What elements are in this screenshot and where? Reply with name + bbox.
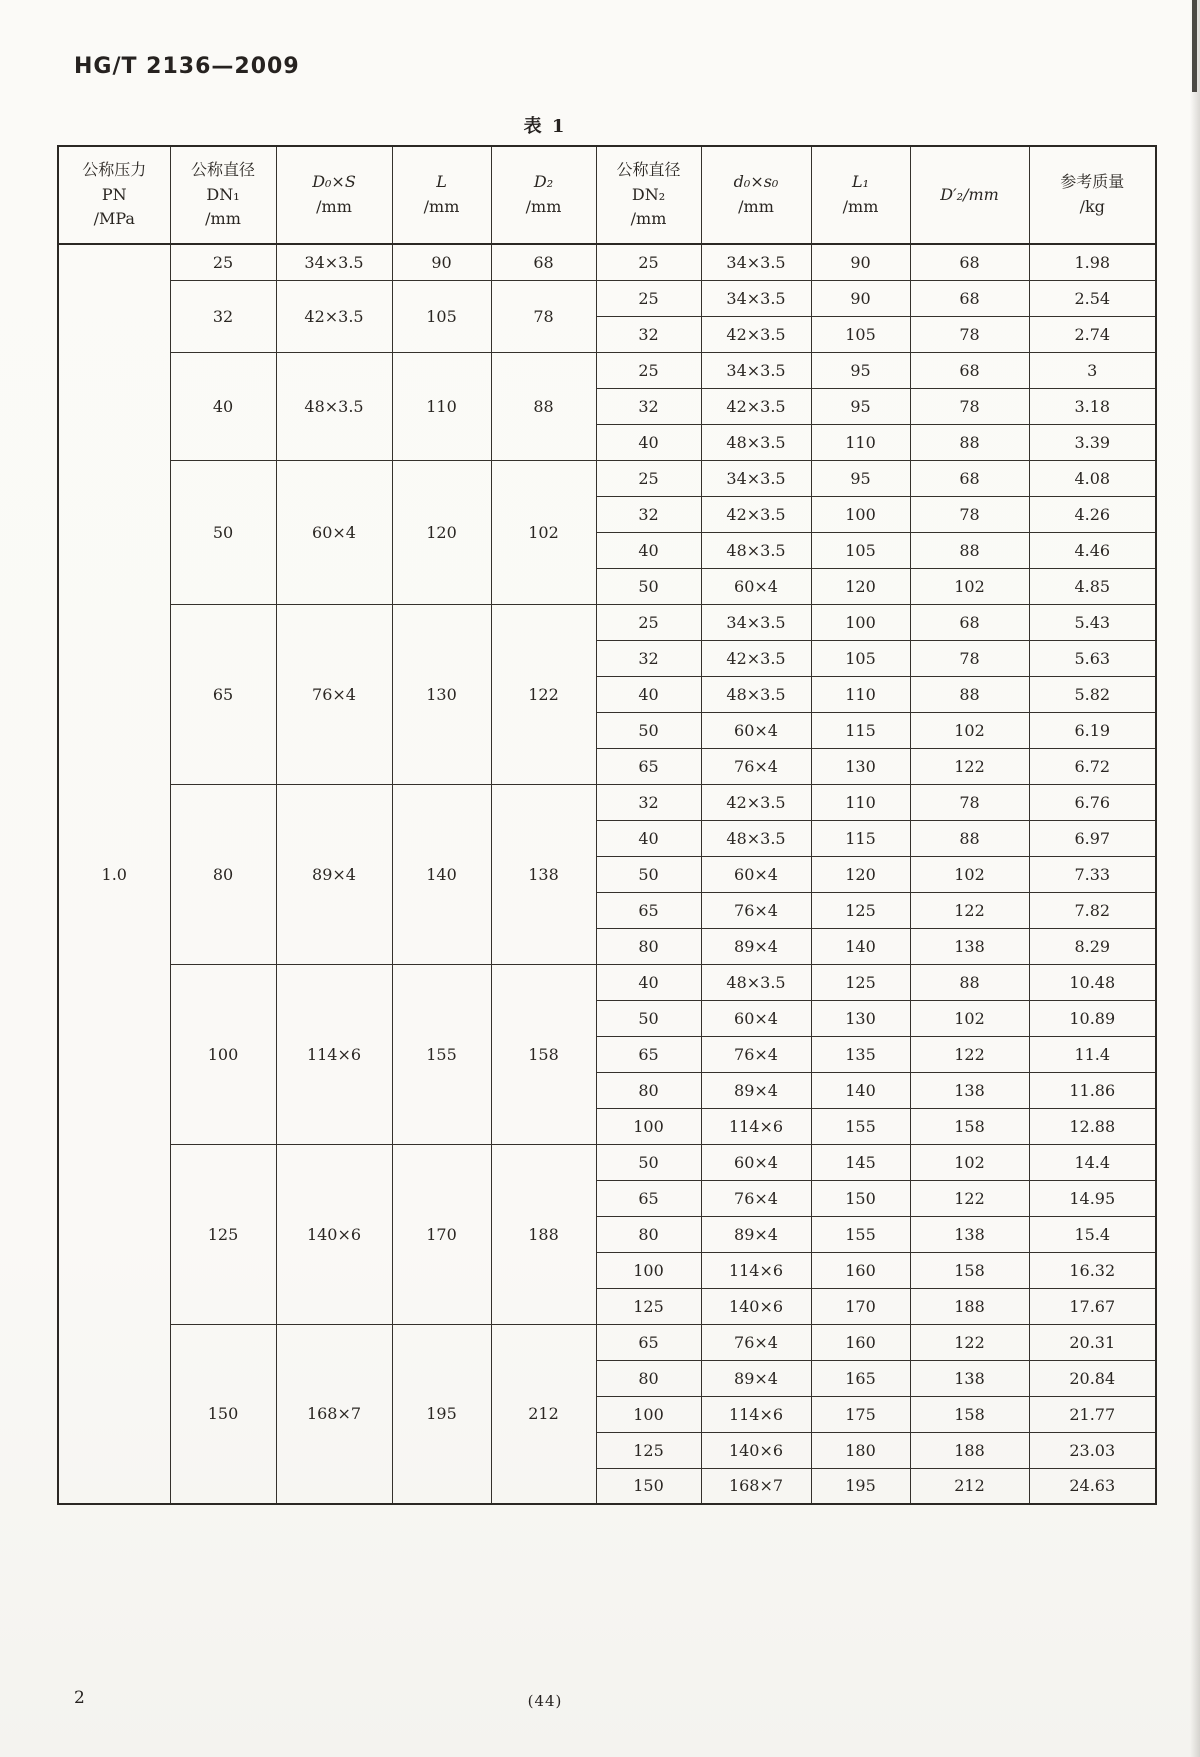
table-cell: 95 [811,388,910,424]
table-cell: 100 [811,496,910,532]
table-cell: 102 [910,856,1029,892]
table-cell: 158 [910,1108,1029,1144]
table-cell: 20.84 [1029,1360,1156,1396]
table-cell: 65 [596,892,701,928]
column-header-dn2: 公称直径 DN₂ /mm [596,146,701,244]
standard-number: HG/T 2136—2009 [74,54,300,79]
table-cell: 102 [491,460,596,604]
table-cell: 76×4 [276,604,392,784]
table-cell: 42×3.5 [701,496,811,532]
table-cell: 158 [910,1252,1029,1288]
table-cell: 48×3.5 [701,532,811,568]
table-cell: 65 [170,604,276,784]
table-cell: 105 [392,280,491,352]
table-cell: 7.33 [1029,856,1156,892]
table-cell: 5.43 [1029,604,1156,640]
table-cell: 155 [392,964,491,1144]
table-row [58,460,1156,496]
table-cell: 48×3.5 [701,676,811,712]
table-cell: 50 [596,1144,701,1180]
table-cell: 32 [596,496,701,532]
table-cell: 122 [910,1036,1029,1072]
table-cell: 78 [910,784,1029,820]
table-cell: 21.77 [1029,1396,1156,1432]
scan-corner-artifact [1192,0,1197,92]
table-cell: 102 [910,568,1029,604]
table-cell: 11.86 [1029,1072,1156,1108]
table-cell: 68 [491,244,596,280]
table-cell: 212 [491,1324,596,1504]
table-cell: 170 [392,1144,491,1324]
table-cell: 1.98 [1029,244,1156,280]
table-cell: 32 [596,388,701,424]
table-cell: 76×4 [701,1324,811,1360]
table-cell: 138 [910,1216,1029,1252]
table-cell: 4.46 [1029,532,1156,568]
table-cell: 110 [811,424,910,460]
table-cell: 165 [811,1360,910,1396]
column-header-weight: 参考质量 /kg [1029,146,1156,244]
table-cell: 138 [910,1360,1029,1396]
table-cell: 140 [811,1072,910,1108]
table-cell: 76×4 [701,748,811,784]
table-cell: 105 [811,316,910,352]
table-cell: 34×3.5 [701,352,811,388]
table-cell: 2.74 [1029,316,1156,352]
table-cell: 150 [170,1324,276,1504]
table-cell: 48×3.5 [701,424,811,460]
center-page-number: (44) [527,1692,563,1710]
table-cell: 50 [596,856,701,892]
table-cell: 80 [596,1360,701,1396]
table-cell: 40 [170,352,276,460]
table-cell: 1.0 [58,244,170,1504]
table-cell: 78 [910,316,1029,352]
column-header-l: L /mm [392,146,491,244]
table-cell: 32 [170,280,276,352]
table-cell: 102 [910,1000,1029,1036]
table-cell: 158 [910,1396,1029,1432]
table-cell: 68 [910,280,1029,316]
table-cell: 105 [811,532,910,568]
table-cell: 138 [491,784,596,964]
table-cell: 105 [811,640,910,676]
table-cell: 140×6 [701,1432,811,1468]
table-cell: 138 [910,928,1029,964]
table-cell: 48×3.5 [276,352,392,460]
table-cell: 150 [811,1180,910,1216]
table-cell: 60×4 [701,1144,811,1180]
table-cell: 130 [811,748,910,784]
table-cell: 130 [392,604,491,784]
table-cell: 90 [392,244,491,280]
table-cell: 34×3.5 [701,244,811,280]
table-cell: 138 [910,1072,1029,1108]
table-cell: 80 [170,784,276,964]
table-cell: 6.72 [1029,748,1156,784]
column-header-d2-prime: D′₂/mm [910,146,1029,244]
table-cell: 76×4 [701,892,811,928]
table-cell: 88 [491,352,596,460]
table-cell: 114×6 [701,1108,811,1144]
table-cell: 48×3.5 [701,964,811,1000]
table-cell: 122 [910,1180,1029,1216]
column-header-pn: 公称压力 PN /MPa [58,146,170,244]
table-cell: 130 [811,1000,910,1036]
table-cell: 42×3.5 [701,388,811,424]
table-cell: 122 [910,892,1029,928]
table-cell: 170 [811,1288,910,1324]
table-cell: 115 [811,712,910,748]
table-cell: 50 [170,460,276,604]
table-cell: 140×6 [701,1288,811,1324]
table-cell: 88 [910,964,1029,1000]
column-header-d0s0: d₀×s₀ /mm [701,146,811,244]
table-cell: 122 [491,604,596,784]
table-cell: 155 [811,1108,910,1144]
table-cell: 195 [392,1324,491,1504]
table-cell: 140 [392,784,491,964]
table-cell: 88 [910,424,1029,460]
page-number: 2 [74,1688,85,1708]
table-row [58,1144,1156,1180]
table-cell: 100 [596,1252,701,1288]
table-row [58,352,1156,388]
table-cell: 15.4 [1029,1216,1156,1252]
table-cell: 78 [910,388,1029,424]
table-cell: 3.39 [1029,424,1156,460]
table-cell: 89×4 [701,928,811,964]
table-cell: 25 [596,280,701,316]
table-cell: 42×3.5 [276,280,392,352]
table-cell: 120 [811,568,910,604]
table-cell: 14.95 [1029,1180,1156,1216]
table-cell: 3.18 [1029,388,1156,424]
table-cell: 175 [811,1396,910,1432]
table-cell: 25 [596,604,701,640]
scan-edge-artifact [1190,0,1200,1757]
table-cell: 76×4 [701,1180,811,1216]
table-cell: 88 [910,676,1029,712]
table-cell: 100 [170,964,276,1144]
column-header-d2: D₂ /mm [491,146,596,244]
table-cell: 5.63 [1029,640,1156,676]
table-cell: 140 [811,928,910,964]
table-cell: 10.48 [1029,964,1156,1000]
table-cell: 80 [596,1216,701,1252]
table-cell: 168×7 [701,1468,811,1504]
table-row [58,1324,1156,1360]
table-cell: 42×3.5 [701,784,811,820]
table-cell: 68 [910,352,1029,388]
table-cell: 42×3.5 [701,640,811,676]
table-cell: 120 [392,460,491,604]
table-cell: 88 [910,532,1029,568]
table-cell: 42×3.5 [701,316,811,352]
table-cell: 90 [811,280,910,316]
table-cell: 65 [596,1180,701,1216]
table-cell: 180 [811,1432,910,1468]
table-cell: 95 [811,460,910,496]
table-cell: 95 [811,352,910,388]
table-cell: 100 [596,1108,701,1144]
table-cell: 34×3.5 [701,280,811,316]
table-cell: 40 [596,532,701,568]
table-row [58,244,1156,280]
table-cell: 6.97 [1029,820,1156,856]
table-cell: 102 [910,1144,1029,1180]
dimension-table [57,145,1157,1505]
table-title: 表 1 [523,116,567,137]
table-cell: 125 [596,1288,701,1324]
table-row [58,964,1156,1000]
table-cell: 40 [596,820,701,856]
table-cell: 102 [910,712,1029,748]
table-cell: 90 [811,244,910,280]
table-cell: 125 [811,892,910,928]
table-cell: 40 [596,424,701,460]
table-cell: 122 [910,748,1029,784]
table-cell: 114×6 [701,1396,811,1432]
table-cell: 4.26 [1029,496,1156,532]
table-cell: 125 [596,1432,701,1468]
table-container [57,145,1155,1505]
table-cell: 6.76 [1029,784,1156,820]
table-cell: 110 [392,352,491,460]
table-cell: 68 [910,244,1029,280]
table-cell: 60×4 [701,856,811,892]
table-cell: 17.67 [1029,1288,1156,1324]
table-cell: 188 [491,1144,596,1324]
table-cell: 160 [811,1324,910,1360]
column-header-d0s: D₀×S /mm [276,146,392,244]
table-cell: 12.88 [1029,1108,1156,1144]
table-cell: 80 [596,928,701,964]
table-cell: 32 [596,784,701,820]
table-cell: 88 [910,820,1029,856]
table-cell: 2.54 [1029,280,1156,316]
table-cell: 32 [596,316,701,352]
table-cell: 122 [910,1324,1029,1360]
table-cell: 110 [811,676,910,712]
table-cell: 114×6 [701,1252,811,1288]
table-cell: 114×6 [276,964,392,1144]
table-cell: 60×4 [701,712,811,748]
table-cell: 40 [596,676,701,712]
table-cell: 50 [596,568,701,604]
table-cell: 60×4 [701,1000,811,1036]
table-cell: 50 [596,712,701,748]
table-cell: 125 [811,964,910,1000]
table-cell: 40 [596,964,701,1000]
table-cell: 34×3.5 [701,460,811,496]
table-cell: 89×4 [701,1360,811,1396]
table-cell: 11.4 [1029,1036,1156,1072]
table-cell: 80 [596,1072,701,1108]
table-cell: 195 [811,1468,910,1504]
table-cell: 168×7 [276,1324,392,1504]
table-cell: 158 [491,964,596,1144]
table-cell: 135 [811,1036,910,1072]
table-cell: 150 [596,1468,701,1504]
table-cell: 76×4 [701,1036,811,1072]
table-cell: 25 [596,352,701,388]
table-cell: 110 [811,784,910,820]
table-cell: 25 [596,244,701,280]
table-cell: 25 [170,244,276,280]
table-cell: 34×3.5 [276,244,392,280]
table-cell: 23.03 [1029,1432,1156,1468]
table-cell: 78 [910,496,1029,532]
table-cell: 48×3.5 [701,820,811,856]
table-cell: 100 [811,604,910,640]
table-cell: 78 [910,640,1029,676]
table-cell: 10.89 [1029,1000,1156,1036]
table-cell: 4.85 [1029,568,1156,604]
table-cell: 50 [596,1000,701,1036]
table-cell: 16.32 [1029,1252,1156,1288]
table-cell: 14.4 [1029,1144,1156,1180]
table-cell: 34×3.5 [701,604,811,640]
table-cell: 60×4 [701,568,811,604]
table-cell: 145 [811,1144,910,1180]
table-cell: 89×4 [701,1216,811,1252]
table-cell: 78 [491,280,596,352]
table-cell: 32 [596,640,701,676]
table-cell: 160 [811,1252,910,1288]
column-header-dn1: 公称直径 DN₁ /mm [170,146,276,244]
column-header-l1: L₁ /mm [811,146,910,244]
table-cell: 120 [811,856,910,892]
table-cell: 7.82 [1029,892,1156,928]
table-cell: 8.29 [1029,928,1156,964]
table-cell: 3 [1029,352,1156,388]
table-cell: 68 [910,460,1029,496]
table-row [58,280,1156,316]
table-cell: 4.08 [1029,460,1156,496]
table-cell: 5.82 [1029,676,1156,712]
table-cell: 68 [910,604,1029,640]
table-cell: 65 [596,1036,701,1072]
table-cell: 20.31 [1029,1324,1156,1360]
table-cell: 65 [596,1324,701,1360]
table-row [58,604,1156,640]
table-cell: 89×4 [701,1072,811,1108]
table-cell: 188 [910,1288,1029,1324]
table-cell: 155 [811,1216,910,1252]
table-row [58,784,1156,820]
header-row [58,146,1156,244]
table-cell: 25 [596,460,701,496]
table-cell: 115 [811,820,910,856]
table-cell: 65 [596,748,701,784]
table-cell: 89×4 [276,784,392,964]
table-cell: 188 [910,1432,1029,1468]
table-cell: 100 [596,1396,701,1432]
table-cell: 140×6 [276,1144,392,1324]
table-cell: 60×4 [276,460,392,604]
table-cell: 125 [170,1144,276,1324]
table-body [58,244,1156,1504]
table-cell: 6.19 [1029,712,1156,748]
table-cell: 212 [910,1468,1029,1504]
table-cell: 24.63 [1029,1468,1156,1504]
